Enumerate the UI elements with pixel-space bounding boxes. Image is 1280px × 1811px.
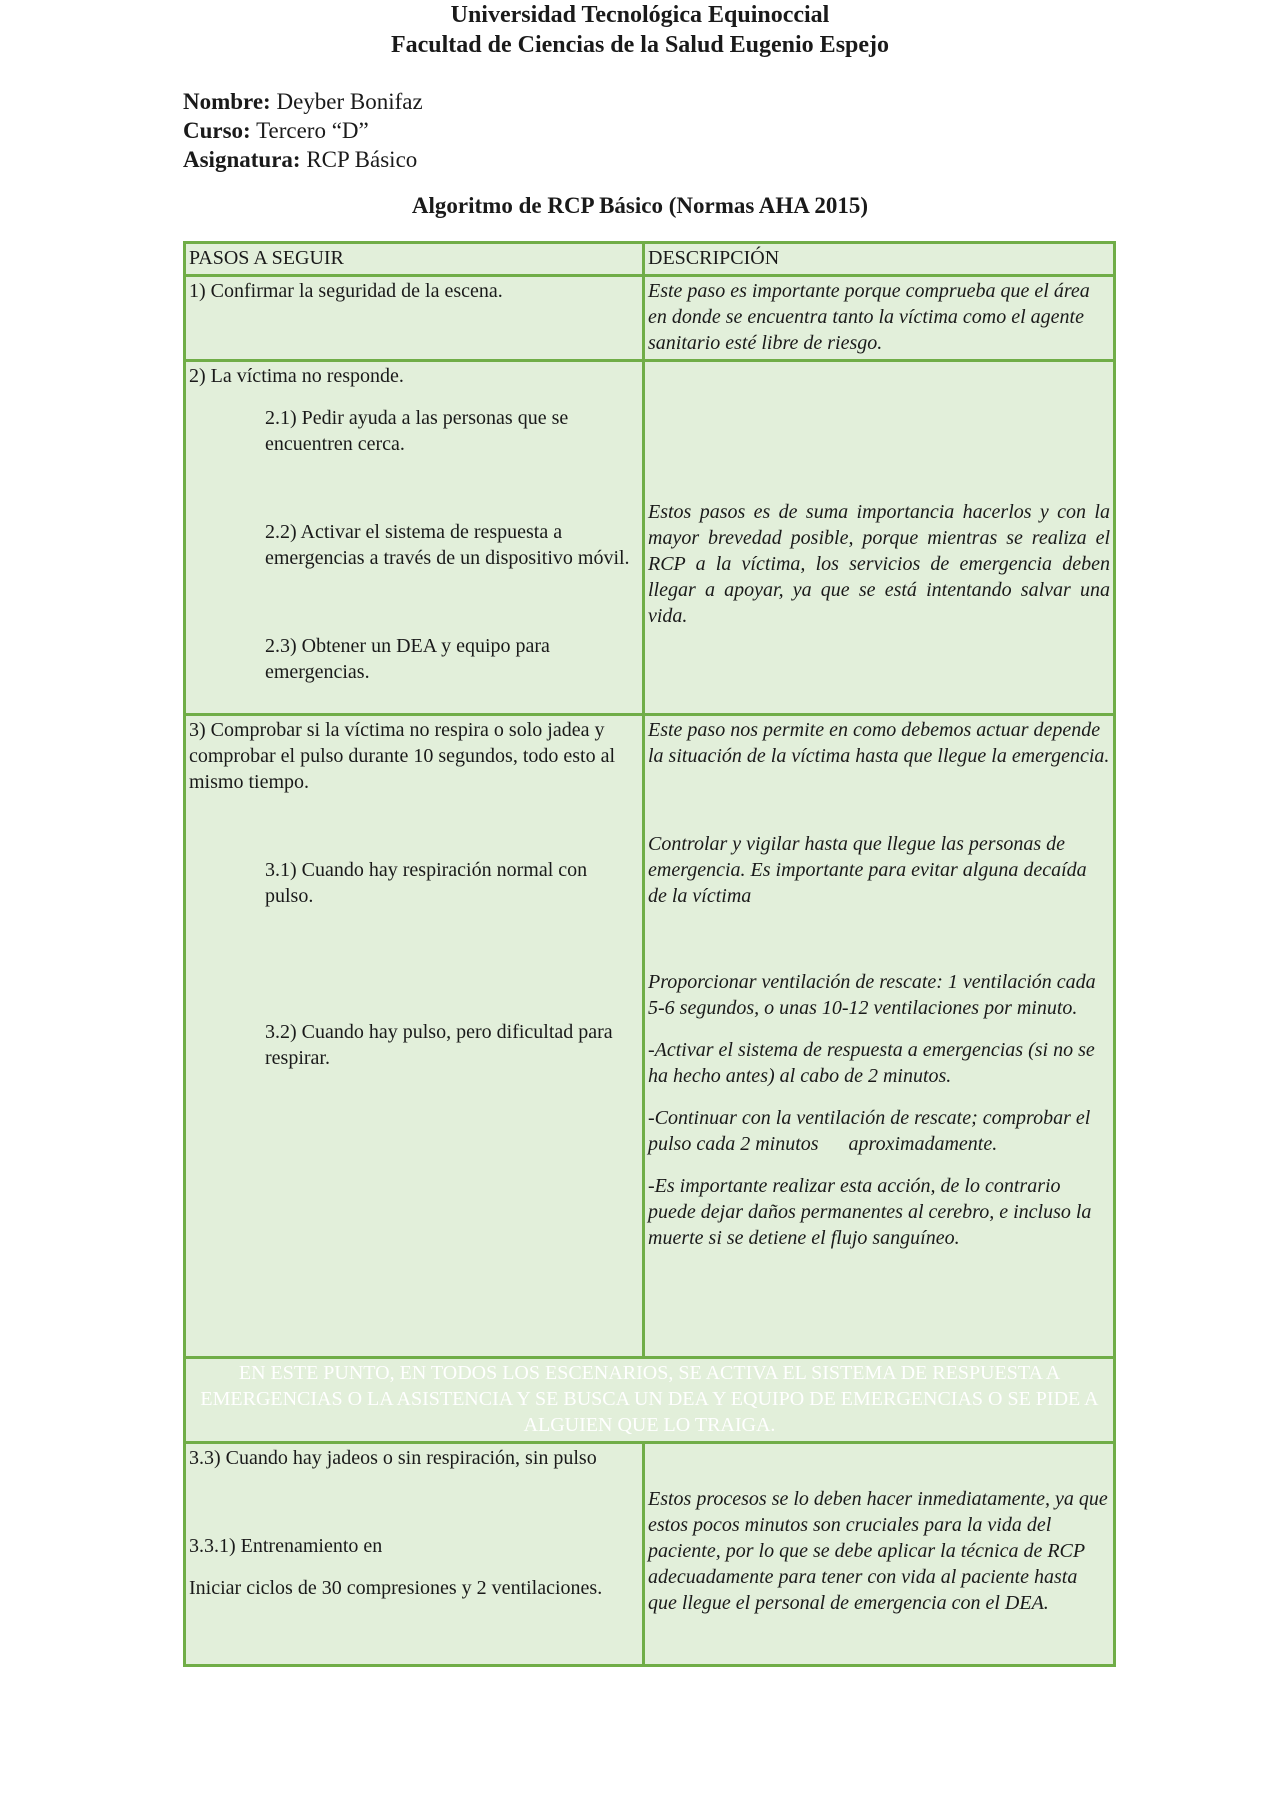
emergency-banner: EN ESTE PUNTO, EN TODOS LOS ESCENARIOS, SE ACTIVA EL SISTEMA DE RESPUESTA A EMERGENCIAS O LA ASISTENCIA Y SE BUSCA UN DEA Y EQUIPO DE EMERGENCIAS O SE PIDE A ALGUIEN QUE LO TRAIGA. xyxy=(185,1358,1115,1443)
name-value: Deyber Bonifaz xyxy=(276,89,423,114)
student-name-line xyxy=(183,87,423,116)
step-cell xyxy=(185,361,644,715)
description-text: Proporcionar ventilación de rescate: 1 ventilación cada 5-6 segundos, o unas 10-12 ventilaciones por minuto. xyxy=(648,971,1096,1019)
step-cell xyxy=(185,715,644,1358)
description-cell xyxy=(644,1443,1115,1666)
student-info xyxy=(183,87,423,174)
step-cell: 1) Confirmar la seguridad de la escena. xyxy=(185,276,644,361)
subject-line xyxy=(183,145,423,174)
document-title: Algoritmo de RCP Básico (Normas AHA 2015) xyxy=(411,193,869,218)
table-row xyxy=(185,715,1115,1358)
description-text: Controlar y vigilar hasta que llegue las personas de emergencia. Es importante para evitar alguna decaída de la víctima xyxy=(648,833,1087,907)
table-row xyxy=(185,276,1115,361)
substep: 2.2) Activar el sistema de respuesta a emergencias a través de un dispositivo móvil. xyxy=(265,521,630,569)
name-label: Nombre: xyxy=(183,89,271,114)
banner-row xyxy=(185,1358,1115,1443)
description-text: -Activar el sistema de respuesta a emergencias (si no se ha hecho antes) al cabo de 2 minutos. xyxy=(648,1039,1095,1087)
subject-label: Asignatura: xyxy=(183,147,301,172)
document-header xyxy=(0,0,1280,60)
university-name: Universidad Tecnológica Equinoccial xyxy=(450,2,830,28)
description-text: Estos procesos se lo deben hacer inmediatamente, ya que estos pocos minutos son cruciales para la vida del paciente, por lo que se debe aplicar la técnica de RCP adecuadamente para tener con vida al paciente hasta que llegue el personal de emergencia con el DEA. xyxy=(648,1488,1108,1614)
table-row xyxy=(185,1443,1115,1666)
description-cell: Este paso es importante porque comprueba que el área en donde se encuentra tanto la víctima como el agente sanitario esté libre de riesgo. xyxy=(644,276,1115,361)
step-title: 3) Comprobar si la víctima no respira o solo jadea y comprobar el pulso durante 10 segundos, todo esto al mismo tiempo. xyxy=(189,719,616,793)
algorithm-table xyxy=(183,241,1116,1667)
substep: 2.1) Pedir ayuda a las personas que se encuentren cerca. xyxy=(265,407,569,455)
substep: 3.1) Cuando hay respiración normal con pulso. xyxy=(265,859,588,907)
subject-value: RCP Básico xyxy=(306,147,418,172)
faculty-name: Facultad de Ciencias de la Salud Eugenio Espejo xyxy=(390,32,890,58)
header-description: DESCRIPCIÓN xyxy=(644,243,1115,276)
course-value: Tercero “D” xyxy=(256,118,369,143)
substep: 3.2) Cuando hay pulso, pero dificultad para respirar. xyxy=(265,1021,613,1069)
description-text: -Continuar con la ventilación de rescate; comprobar el pulso cada 2 minutos aproximadamente. xyxy=(648,1107,1096,1155)
header-steps: PASOS A SEGUIR xyxy=(185,243,644,276)
description-text: Este paso nos permite en como debemos actuar depende la situación de la víctima hasta que llegue la emergencia. xyxy=(648,719,1110,767)
course-line xyxy=(183,116,423,145)
description-text: -Es importante realizar esta acción, de lo contrario puede dejar daños permanentes al cerebro, e incluso la muerte si se detiene el flujo sanguíneo. xyxy=(648,1175,1092,1249)
step-title: 2) La víctima no responde. xyxy=(189,365,404,387)
step-cell xyxy=(185,1443,644,1666)
substep-detail: Iniciar ciclos de 30 compresiones y 2 ventilaciones. xyxy=(189,1577,603,1599)
description-text: Estos pasos es de suma importancia hacerlos y con la mayor brevedad posible, porque mientras se realiza el RCP a la víctima, los servicios de emergencia deben llegar a apoyar, ya que se está intentando salvar una vida. xyxy=(648,501,1110,627)
description-cell xyxy=(644,715,1115,1358)
substep: 3.3.1) Entrenamiento en xyxy=(189,1535,383,1557)
course-label: Curso: xyxy=(183,118,251,143)
table-header-row xyxy=(185,243,1115,276)
substep: 2.3) Obtener un DEA y equipo para emergencias. xyxy=(265,635,550,683)
table-row xyxy=(185,361,1115,715)
step-title: 3.3) Cuando hay jadeos o sin respiración, sin pulso xyxy=(189,1447,597,1469)
description-cell xyxy=(644,361,1115,715)
